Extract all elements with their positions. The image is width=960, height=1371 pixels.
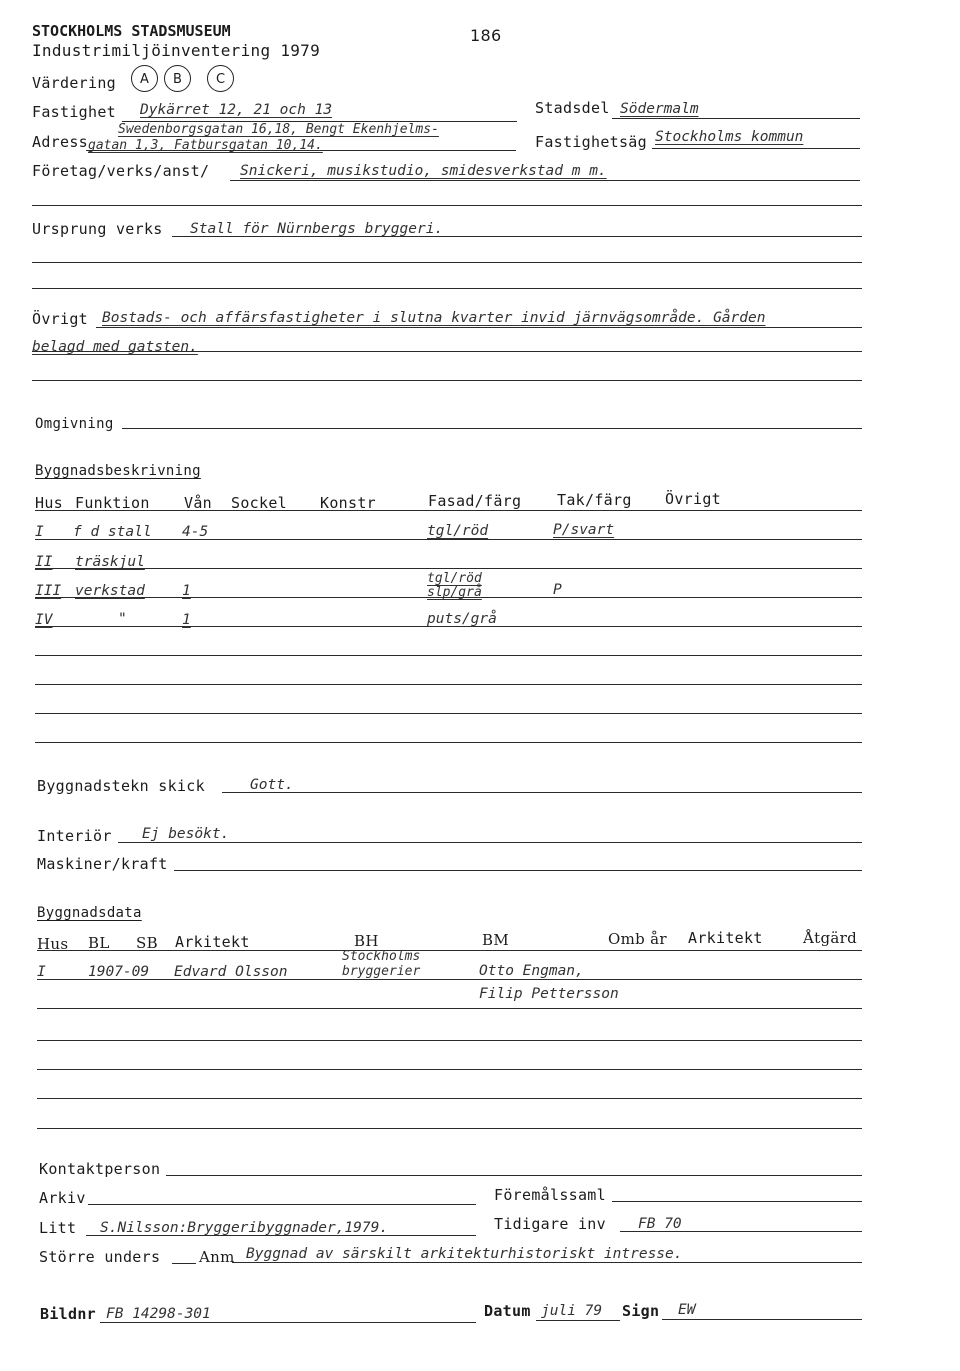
row3-hus: III — [35, 583, 62, 599]
col-funktion: Funktion — [75, 494, 150, 512]
maskiner-label: Maskiner/kraft — [37, 855, 168, 873]
row2-hus: II — [35, 554, 53, 570]
page-number: 186 — [470, 26, 502, 45]
bd-row-bm-line2: Filip Pettersson — [479, 986, 619, 1002]
ovrigt-line1: Bostads- och affärsfastigheter i slutna kvarter invid järnvägsområde. Gården — [102, 310, 766, 326]
bd-col-atgard: Åtgärd — [803, 929, 857, 947]
bd-row-hus: I — [37, 964, 46, 980]
row3-tak: P — [553, 582, 562, 598]
rating-option-c[interactable]: C — [207, 65, 234, 92]
col-van: Vån — [184, 494, 212, 512]
row1-van: 4-5 — [182, 524, 209, 540]
omgivning-label: Omgivning — [35, 416, 114, 432]
building-data-title: Byggnadsdata — [37, 905, 142, 921]
row4-hus: IV — [35, 612, 53, 628]
fastighetsag-label: Fastighetsäg — [535, 133, 647, 151]
litt-value: S.Nilsson:Bryggeribyggnader,1979. — [100, 1220, 389, 1236]
col-hus: Hus — [35, 494, 63, 512]
row2-funktion: träskjul — [75, 554, 145, 570]
adress-line1: Swedenborgsgatan 16,18, Bengt Ekenhjelms- — [118, 122, 439, 137]
interior-label: Interiör — [37, 827, 112, 845]
row1-hus: I — [35, 524, 44, 540]
row3-van: 1 — [182, 583, 191, 599]
adress-label: Adress — [32, 133, 88, 151]
col-tak: Tak/färg — [557, 491, 632, 509]
sign-value: EW — [678, 1302, 696, 1318]
bd-row-bh-line1: Stockholms — [342, 949, 421, 964]
foretag-label: Företag/verks/anst/ — [32, 162, 210, 180]
interior-value: Ej besökt. — [142, 826, 230, 842]
bd-col-omb-ar: Omb år — [608, 930, 667, 948]
sign-label: Sign — [622, 1302, 660, 1320]
bd-row-arkitekt: Edvard Olsson — [174, 964, 288, 980]
col-fasad: Fasad/färg — [428, 492, 522, 510]
bd-row-year: 1907-09 — [88, 964, 150, 980]
foremal-label: Föremålssaml — [494, 1186, 606, 1204]
bd-col-bh: BH — [354, 932, 379, 950]
bd-row-bm-line1: Otto Engman, — [479, 963, 584, 979]
anm-value: Byggnad av särskilt arkitekturhistoriskt intresse. — [246, 1246, 683, 1262]
ursprung-value: Stall för Nürnbergs bryggeri. — [190, 221, 444, 237]
col-sockel: Sockel — [231, 494, 287, 512]
row3-fasad: tgl/röd — [427, 571, 482, 586]
row4-fasad: puts/grå — [427, 611, 497, 627]
tidigare-value: FB 70 — [638, 1216, 682, 1232]
rating-label: Värdering — [32, 74, 116, 92]
row4-funktion: " — [118, 611, 127, 627]
row1-funktion: f d stall — [73, 524, 152, 540]
col-ovrigt: Övrigt — [665, 490, 721, 508]
bd-col-sb: SB — [136, 934, 158, 952]
tidigare-label: Tidigare inv — [494, 1215, 606, 1233]
rating-option-b[interactable]: B — [164, 65, 191, 92]
museum-name: STOCKHOLMS STADSMUSEUM — [32, 22, 231, 40]
fastighet-value: Dykärret 12, 21 och 13 — [140, 102, 333, 118]
fastighet-label: Fastighet — [32, 103, 116, 121]
bildnr-label: Bildnr — [40, 1305, 96, 1323]
bd-col-bm: BM — [482, 931, 509, 949]
ursprung-label: Ursprung verks — [32, 220, 163, 238]
row1-fasad: tgl/röd — [427, 523, 489, 539]
foretag-value: Snickeri, musikstudio, smidesverkstad m m. — [240, 163, 607, 179]
bd-col-arkitekt: Arkitekt — [175, 933, 250, 951]
arkiv-label: Arkiv — [39, 1189, 86, 1207]
fastighetsag-value: Stockholms kommun — [655, 129, 804, 145]
adress-line2: gatan 1,3, Fatbursgatan 10,14. — [88, 138, 323, 153]
bd-col-arkitekt2: Arkitekt — [688, 929, 763, 947]
anm-label: Anm — [199, 1248, 235, 1266]
bildnr-value: FB 14298-301 — [106, 1306, 211, 1322]
bd-row-bh-line2: bryggerier — [342, 964, 421, 979]
col-konstr: Konstr — [320, 494, 376, 512]
survey-title: Industrimiljöinventering 1979 — [32, 41, 321, 60]
stadsdel-value: Södermalm — [620, 101, 699, 117]
stadsdel-label: Stadsdel — [535, 99, 610, 117]
row4-van: 1 — [182, 612, 191, 628]
building-description-title: Byggnadsbeskrivning — [35, 463, 201, 479]
storre-label: Större unders — [39, 1248, 161, 1266]
kontakt-label: Kontaktperson — [39, 1160, 161, 1178]
ovrigt-label: Övrigt — [32, 310, 88, 328]
litt-label: Litt — [39, 1219, 77, 1237]
datum-label: Datum — [484, 1302, 531, 1320]
bd-col-bl: BL — [88, 934, 110, 952]
rating-option-a[interactable]: A — [131, 65, 158, 92]
ovrigt-line2: belagd med gatsten. — [32, 339, 198, 355]
bd-col-hus: Hus — [37, 935, 69, 953]
skick-value: Gott. — [250, 777, 294, 793]
row3-funktion: verkstad — [75, 583, 145, 599]
skick-label: Byggnadstekn skick — [37, 777, 205, 795]
row1-tak: P/svart — [553, 522, 615, 538]
datum-value: juli 79 — [541, 1303, 603, 1319]
row3-fasad2: slp/grå — [427, 585, 482, 600]
